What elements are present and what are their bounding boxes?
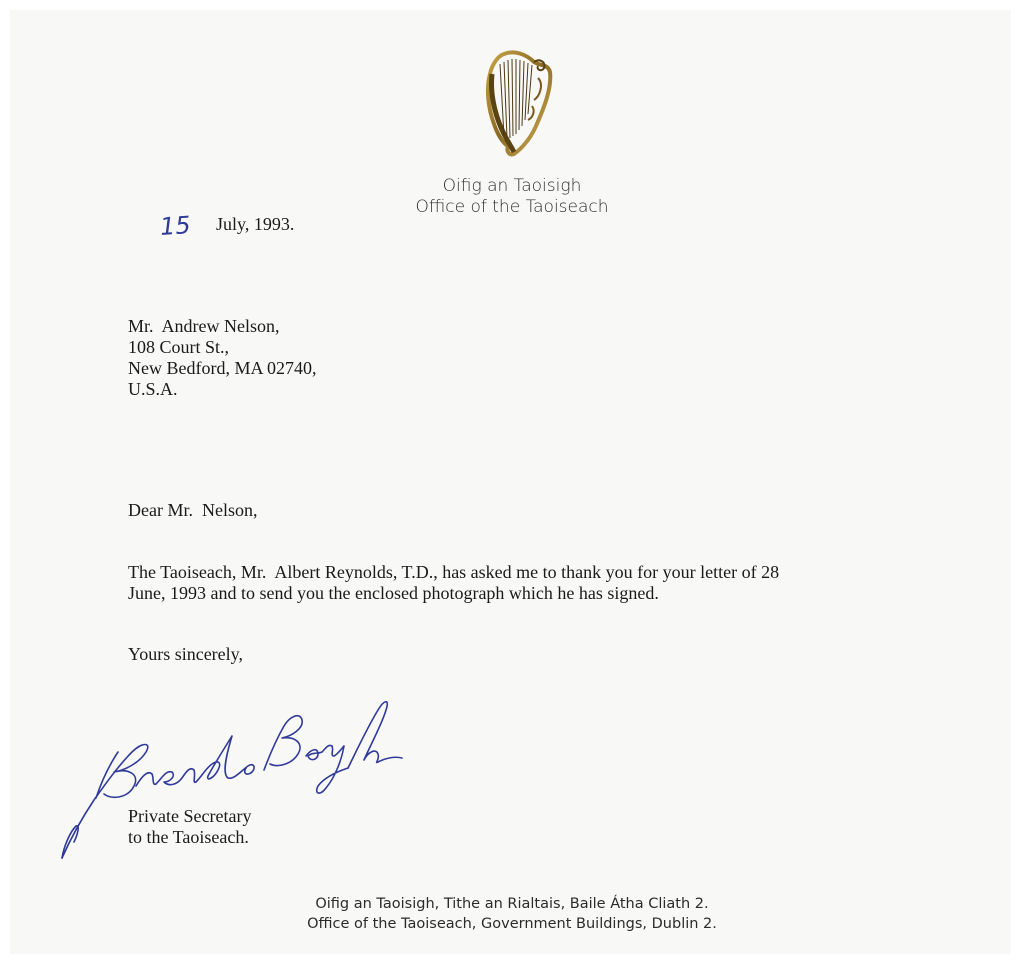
signer-title xyxy=(128,806,251,848)
address-line: New Bedford, MA 02740, xyxy=(128,358,317,378)
letterhead-english: Office of the Taoiseach xyxy=(415,197,609,217)
body-line: The Taoiseach, Mr. Albert Reynolds, T.D., has asked me to thank you for your letter of 28 xyxy=(128,562,780,582)
address-line: Mr. Andrew Nelson, xyxy=(128,316,280,336)
letterhead-irish: Oifig an Taoisigh xyxy=(442,176,582,196)
letter-footer xyxy=(212,894,812,934)
letter-body xyxy=(128,562,908,604)
footer-english: Office of the Taoiseach, Government Buildings, Dublin 2. xyxy=(307,916,717,932)
recipient-address xyxy=(128,316,316,400)
address-line: U.S.A. xyxy=(128,379,178,399)
footer-irish: Oifig an Taoisigh, Tithe an Rialtais, Baile Átha Cliath 2. xyxy=(315,896,709,912)
letter-date: July, 1993. xyxy=(216,214,295,234)
signer-line: Private Secretary xyxy=(128,806,252,826)
salutation: Dear Mr. Nelson, xyxy=(128,500,258,520)
closing: Yours sincerely, xyxy=(128,644,243,664)
address-line: 108 Court St., xyxy=(128,337,230,357)
harp-icon xyxy=(474,48,556,158)
body-line: June, 1993 and to send you the enclosed photograph which he has signed. xyxy=(128,583,659,603)
handwritten-day: 15 xyxy=(159,210,192,242)
letterhead xyxy=(332,176,692,218)
signer-line: to the Taoiseach. xyxy=(128,827,249,847)
